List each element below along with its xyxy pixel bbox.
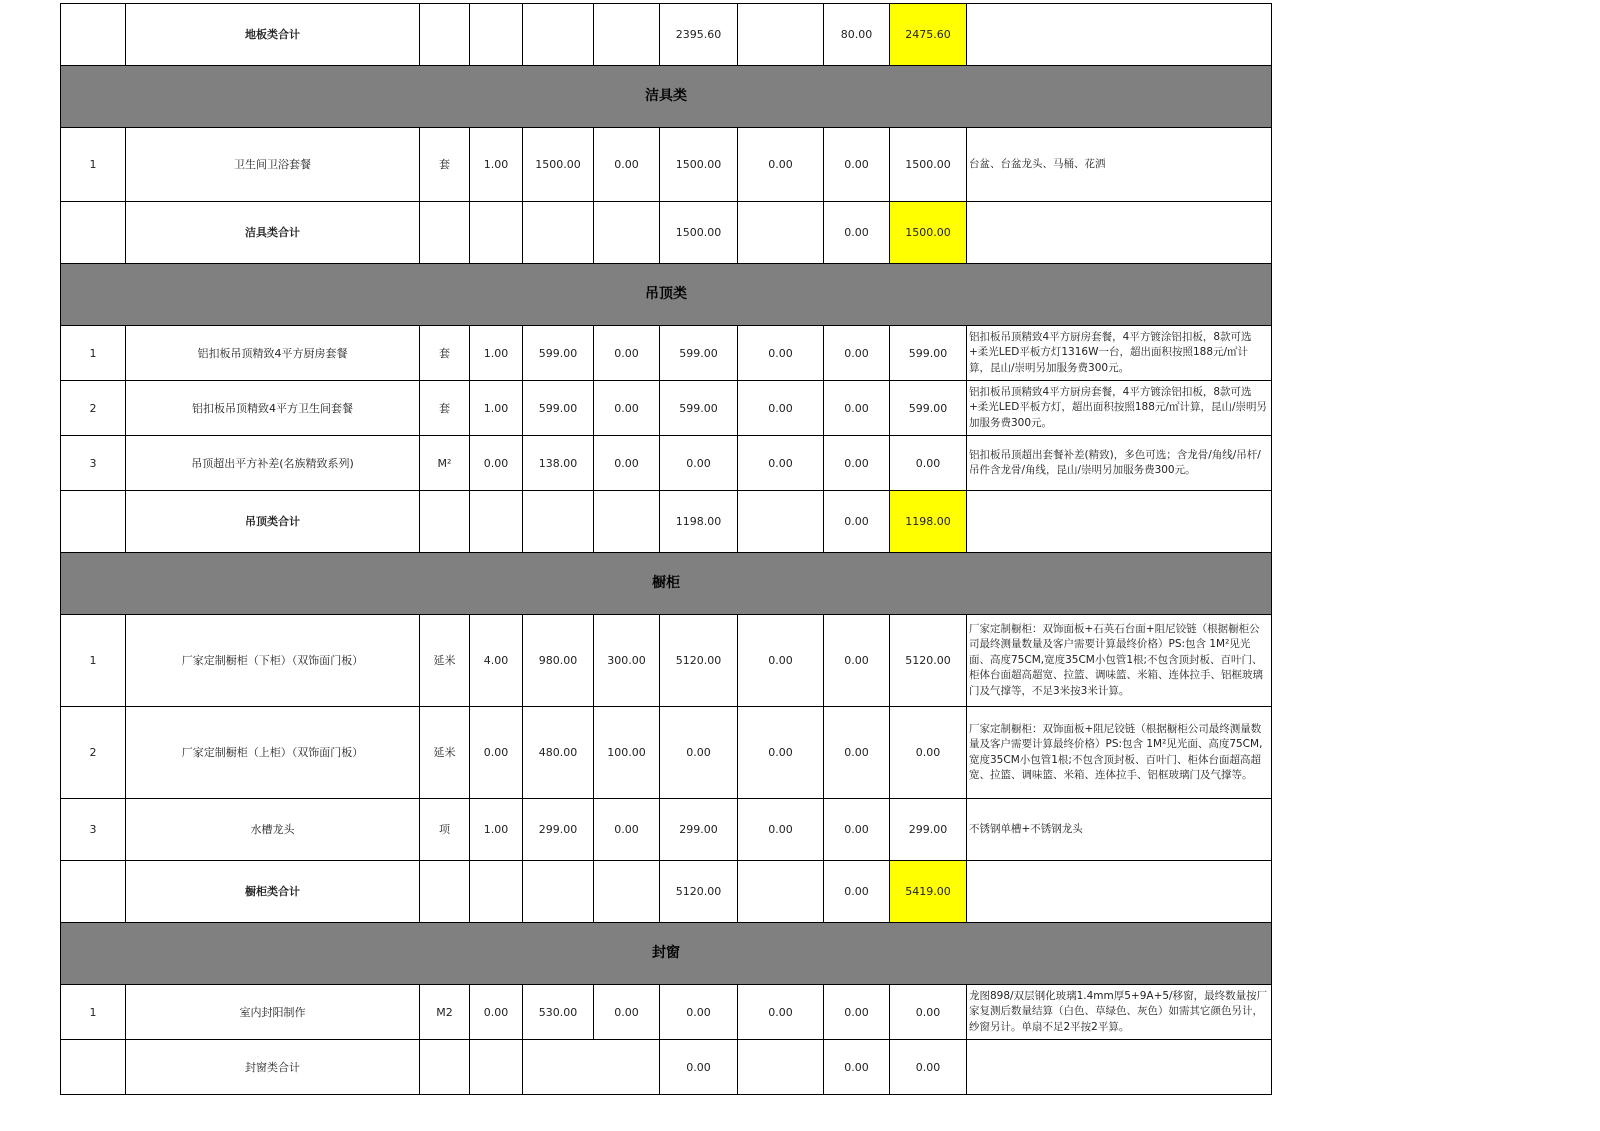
item-grand-cell: 299.00 [890, 799, 967, 861]
item-name-cell: 铝扣板吊顶精致4平方卫生间套餐 [126, 381, 420, 436]
subtotal-service-cell: 0.00 [824, 861, 890, 923]
quote-sheet [60, 3, 1271, 1095]
section-header-row [61, 264, 1272, 326]
item-name-cell: 吊顶超出平方补差(名族精致系列) [126, 436, 420, 491]
subtotal-grand-cell: 1500.00 [890, 202, 967, 264]
item-add-price-cell: 0.00 [594, 985, 660, 1040]
subtotal-service-cell: 0.00 [824, 1040, 890, 1095]
item-no-cell: 2 [61, 381, 126, 436]
subtotal-loss-cell [738, 1040, 824, 1095]
item-grand-cell: 0.00 [890, 985, 967, 1040]
item-total-cell: 1500.00 [660, 128, 738, 202]
item-loss-cell: 0.00 [738, 985, 824, 1040]
subtotal-total-cell: 5120.00 [660, 861, 738, 923]
section-header-row [61, 553, 1272, 615]
subtotal-row [61, 202, 1272, 264]
subtotal-loss-cell [738, 202, 824, 264]
item-service-cell: 0.00 [824, 799, 890, 861]
item-service-cell: 0.00 [824, 326, 890, 381]
subtotal-note-cell [967, 861, 1272, 923]
item-name-cell: 铝扣板吊顶精致4平方厨房套餐 [126, 326, 420, 381]
item-total-cell: 299.00 [660, 799, 738, 861]
item-grand-cell: 0.00 [890, 707, 967, 799]
item-grand-cell: 599.00 [890, 326, 967, 381]
item-total-cell: 0.00 [660, 436, 738, 491]
subtotal-qty-cell [470, 202, 523, 264]
item-price-cell: 980.00 [523, 615, 594, 707]
subtotal-unit-cell [420, 491, 470, 553]
subtotal-grand-cell: 2475.60 [890, 4, 967, 66]
subtotal-total-cell: 2395.60 [660, 4, 738, 66]
subtotal-note-cell [967, 202, 1272, 264]
item-service-cell: 0.00 [824, 615, 890, 707]
item-note-cell: 龙图898/双层钢化玻璃1.4mm厚5+9A+5/移窗，最终数量按厂家复测后数量结算（白色、草绿色、灰色）如需其它颜色另计，纱窗另计。单扇不足2平按2平算。 [967, 985, 1272, 1040]
subtotal-no-cell [61, 4, 126, 66]
item-loss-cell: 0.00 [738, 128, 824, 202]
subtotal-row [61, 1040, 1272, 1095]
item-unit-cell: M² [420, 436, 470, 491]
item-row [61, 381, 1272, 436]
item-no-cell: 2 [61, 707, 126, 799]
item-total-cell: 0.00 [660, 985, 738, 1040]
item-unit-cell: 延米 [420, 707, 470, 799]
item-service-cell: 0.00 [824, 381, 890, 436]
item-loss-cell: 0.00 [738, 436, 824, 491]
item-qty-cell: 4.00 [470, 615, 523, 707]
subtotal-price-cell [523, 202, 594, 264]
subtotal-unit-cell [420, 861, 470, 923]
item-service-cell: 0.00 [824, 128, 890, 202]
item-price-cell: 138.00 [523, 436, 594, 491]
section-title: 封窗 [61, 923, 1272, 985]
item-total-cell: 5120.00 [660, 615, 738, 707]
subtotal-total-cell: 0.00 [660, 1040, 738, 1095]
subtotal-price-cell [523, 4, 594, 66]
subtotal-price-cell [523, 1040, 660, 1095]
item-name-cell: 水槽龙头 [126, 799, 420, 861]
item-add-price-cell: 0.00 [594, 326, 660, 381]
subtotal-loss-cell [738, 4, 824, 66]
subtotal-note-cell [967, 491, 1272, 553]
item-total-cell: 599.00 [660, 326, 738, 381]
item-total-cell: 599.00 [660, 381, 738, 436]
item-total-cell: 0.00 [660, 707, 738, 799]
item-qty-cell: 0.00 [470, 707, 523, 799]
subtotal-qty-cell [470, 491, 523, 553]
item-service-cell: 0.00 [824, 985, 890, 1040]
item-qty-cell: 0.00 [470, 436, 523, 491]
item-no-cell: 1 [61, 985, 126, 1040]
item-no-cell: 3 [61, 436, 126, 491]
item-price-cell: 480.00 [523, 707, 594, 799]
subtotal-loss-cell [738, 861, 824, 923]
subtotal-qty-cell [470, 861, 523, 923]
subtotal-no-cell [61, 202, 126, 264]
subtotal-no-cell [61, 861, 126, 923]
item-note-cell: 铝扣板吊顶精致4平方厨房套餐，4平方镀涂铝扣板，8款可选+柔光LED平板方灯，超出面积按照188元/㎡计算，昆山/崇明另加服务费300元。 [967, 381, 1272, 436]
item-grand-cell: 5120.00 [890, 615, 967, 707]
item-loss-cell: 0.00 [738, 326, 824, 381]
item-grand-cell: 1500.00 [890, 128, 967, 202]
item-name-cell: 室内封阳制作 [126, 985, 420, 1040]
subtotal-grand-cell: 0.00 [890, 1040, 967, 1095]
subtotal-name-cell: 地板类合计 [126, 4, 420, 66]
section-header-row [61, 66, 1272, 128]
subtotal-note-cell [967, 4, 1272, 66]
subtotal-note-cell [967, 1040, 1272, 1095]
item-note-cell: 厂家定制橱柜：双饰面板+石英石台面+阻尼铰链（根据橱柜公司最终测量数量及客户需要计算最终价格）PS:包含 1M²见光面、高度75CM,宽度35CM小包管1根;不包含顶封板、百叶门、柜体台面超高超宽、拉篮、调味篮、米箱、连体拉手、铝框玻璃门及气撑等，不足3米按3米计算。 [967, 615, 1272, 707]
item-loss-cell: 0.00 [738, 615, 824, 707]
item-row [61, 326, 1272, 381]
subtotal-qty-cell [470, 1040, 523, 1095]
item-add-price-cell: 0.00 [594, 436, 660, 491]
subtotal-no-cell [61, 491, 126, 553]
item-grand-cell: 599.00 [890, 381, 967, 436]
item-no-cell: 1 [61, 615, 126, 707]
item-note-cell: 厂家定制橱柜：双饰面板+阻尼铰链（根据橱柜公司最终测量数量及客户需要计算最终价格）PS:包含 1M²见光面、高度75CM,宽度35CM小包管1根;不包含顶封板、百叶门、柜体台面超高超宽、拉篮、调味篮、米箱、连体拉手、铝框玻璃门及气撑等。 [967, 707, 1272, 799]
item-qty-cell: 1.00 [470, 799, 523, 861]
subtotal-add-price-cell [594, 202, 660, 264]
item-no-cell: 1 [61, 326, 126, 381]
subtotal-name-cell: 橱柜类合计 [126, 861, 420, 923]
section-title: 橱柜 [61, 553, 1272, 615]
subtotal-service-cell: 80.00 [824, 4, 890, 66]
item-qty-cell: 1.00 [470, 381, 523, 436]
subtotal-name-cell: 吊顶类合计 [126, 491, 420, 553]
subtotal-unit-cell [420, 4, 470, 66]
item-grand-cell: 0.00 [890, 436, 967, 491]
item-loss-cell: 0.00 [738, 799, 824, 861]
item-unit-cell: M2 [420, 985, 470, 1040]
item-add-price-cell: 300.00 [594, 615, 660, 707]
subtotal-unit-cell [420, 1040, 470, 1095]
subtotal-add-price-cell [594, 491, 660, 553]
item-loss-cell: 0.00 [738, 381, 824, 436]
item-unit-cell: 套 [420, 381, 470, 436]
item-unit-cell: 延米 [420, 615, 470, 707]
item-price-cell: 530.00 [523, 985, 594, 1040]
item-service-cell: 0.00 [824, 707, 890, 799]
item-add-price-cell: 0.00 [594, 381, 660, 436]
item-no-cell: 1 [61, 128, 126, 202]
section-title: 洁具类 [61, 66, 1272, 128]
item-note-cell: 不锈钢单槽+不锈钢龙头 [967, 799, 1272, 861]
item-row [61, 707, 1272, 799]
item-loss-cell: 0.00 [738, 707, 824, 799]
subtotal-total-cell: 1198.00 [660, 491, 738, 553]
item-qty-cell: 0.00 [470, 985, 523, 1040]
item-price-cell: 299.00 [523, 799, 594, 861]
item-add-price-cell: 0.00 [594, 128, 660, 202]
item-unit-cell: 项 [420, 799, 470, 861]
item-qty-cell: 1.00 [470, 326, 523, 381]
subtotal-qty-cell [470, 4, 523, 66]
item-row [61, 436, 1272, 491]
subtotal-row [61, 861, 1272, 923]
subtotal-grand-cell: 5419.00 [890, 861, 967, 923]
subtotal-row [61, 4, 1272, 66]
subtotal-name-cell: 洁具类合计 [126, 202, 420, 264]
subtotal-name-cell: 封窗类合计 [126, 1040, 420, 1095]
item-note-cell: 铝扣板吊顶精致4平方厨房套餐，4平方镀涂铝扣板，8款可选+柔光LED平板方灯1316W一台，超出面积按照188元/㎡计算，昆山/崇明另加服务费300元。 [967, 326, 1272, 381]
subtotal-grand-cell: 1198.00 [890, 491, 967, 553]
subtotal-price-cell [523, 491, 594, 553]
item-add-price-cell: 100.00 [594, 707, 660, 799]
subtotal-total-cell: 1500.00 [660, 202, 738, 264]
item-price-cell: 599.00 [523, 381, 594, 436]
item-row [61, 615, 1272, 707]
item-row [61, 799, 1272, 861]
quote-table [60, 3, 1272, 1095]
item-price-cell: 599.00 [523, 326, 594, 381]
subtotal-price-cell [523, 861, 594, 923]
item-add-price-cell: 0.00 [594, 799, 660, 861]
item-note-cell: 台盆、台盆龙头、马桶、花洒 [967, 128, 1272, 202]
subtotal-row [61, 491, 1272, 553]
section-title: 吊顶类 [61, 264, 1272, 326]
item-price-cell: 1500.00 [523, 128, 594, 202]
item-unit-cell: 套 [420, 326, 470, 381]
item-service-cell: 0.00 [824, 436, 890, 491]
section-header-row [61, 923, 1272, 985]
item-row [61, 985, 1272, 1040]
item-no-cell: 3 [61, 799, 126, 861]
subtotal-add-price-cell [594, 4, 660, 66]
subtotal-service-cell: 0.00 [824, 202, 890, 264]
subtotal-add-price-cell [594, 861, 660, 923]
subtotal-unit-cell [420, 202, 470, 264]
subtotal-no-cell [61, 1040, 126, 1095]
item-name-cell: 厂家定制橱柜（下柜）（双饰面门板） [126, 615, 420, 707]
item-unit-cell: 套 [420, 128, 470, 202]
item-qty-cell: 1.00 [470, 128, 523, 202]
subtotal-loss-cell [738, 491, 824, 553]
item-name-cell: 卫生间卫浴套餐 [126, 128, 420, 202]
item-row [61, 128, 1272, 202]
item-name-cell: 厂家定制橱柜（上柜）（双饰面门板） [126, 707, 420, 799]
subtotal-service-cell: 0.00 [824, 491, 890, 553]
item-note-cell: 铝扣板吊顶超出套餐补差(精致)，多色可选；含龙骨/角线/吊杆/吊件含龙骨/角线，昆山/崇明另加服务费300元。 [967, 436, 1272, 491]
